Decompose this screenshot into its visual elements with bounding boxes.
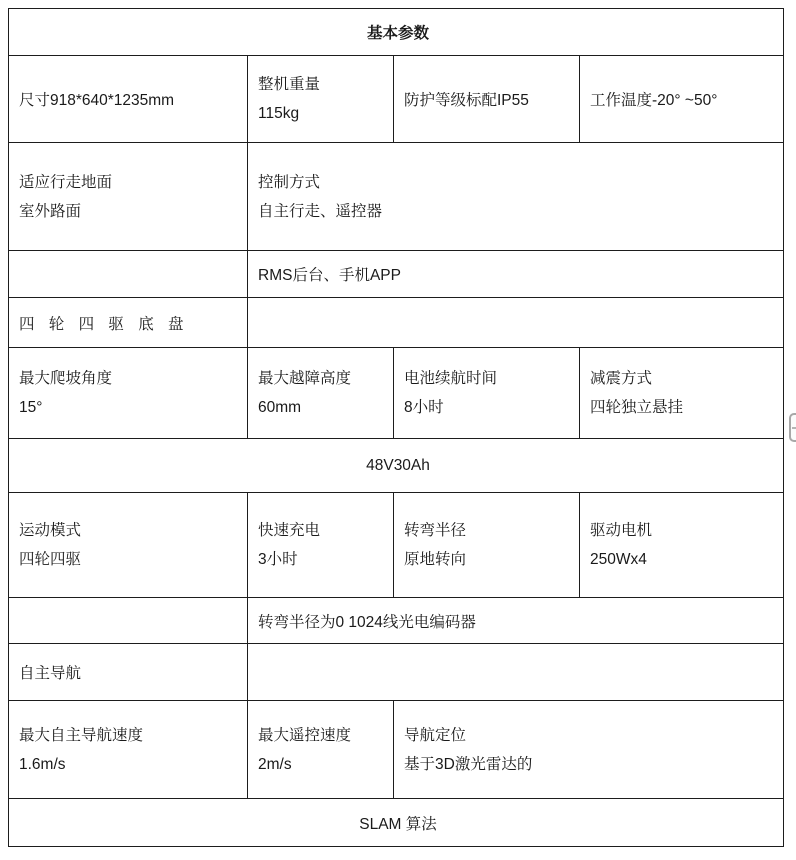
cell-nav-position [394, 701, 784, 799]
battery-life-value: 8小时 [404, 399, 444, 416]
motion-label: 运动模式 [19, 522, 82, 539]
turning-label: 转弯半径 [404, 522, 467, 539]
cell-empty-1 [9, 251, 248, 298]
table-row [9, 493, 784, 598]
cell-terrain [9, 143, 248, 251]
obstacle-value: 60mm [258, 399, 302, 416]
turning-value: 原地转向 [404, 551, 467, 568]
cell-empty-3 [9, 598, 248, 644]
nav-position-value: 基于3D激光雷达的 [404, 755, 533, 773]
cell-motion [9, 493, 248, 598]
table-row [9, 598, 784, 644]
weight-value: 115kg [258, 105, 300, 122]
climb-value: 15° [19, 399, 43, 416]
nav-speed-label: 最大自主导航速度 [19, 726, 144, 744]
cell-charge [248, 493, 394, 598]
damping-label: 减震方式 [590, 370, 653, 387]
table-row [9, 143, 784, 251]
cell-dimensions: 尺寸918*640*1235mm [9, 56, 248, 143]
table-row-header [9, 9, 784, 56]
cell-slam: SLAM 算法 [9, 799, 784, 847]
nav-speed-value: 1.6m/s [19, 755, 66, 773]
table-row [9, 644, 784, 701]
table-row [9, 251, 784, 298]
table-row [9, 701, 784, 799]
cell-damping [580, 348, 784, 439]
cell-temperature: 工作温度-20° ~50° [580, 56, 784, 143]
scroll-handle[interactable] [789, 413, 796, 442]
obstacle-label: 最大越障高度 [258, 370, 352, 387]
control-value: 自主行走、遥控器 [258, 202, 383, 220]
table-row [9, 298, 784, 348]
cell-obstacle [248, 348, 394, 439]
cell-protection: 防护等级标配IP55 [394, 56, 580, 143]
table-row [9, 56, 784, 143]
nav-position-label: 导航定位 [404, 726, 467, 744]
cell-autonav: 自主导航 [9, 644, 248, 701]
remote-speed-label: 最大遥控速度 [258, 726, 352, 744]
cell-backend: RMS后台、手机APP [248, 251, 784, 298]
cell-battery-life [394, 348, 580, 439]
motion-value: 四轮四驱 [19, 551, 82, 568]
weight-label: 整机重量 [258, 76, 321, 93]
control-label: 控制方式 [258, 173, 321, 191]
cell-empty-4 [248, 644, 784, 701]
cell-battery-spec: 48V30Ah [9, 439, 784, 493]
charge-value: 3小时 [258, 551, 298, 568]
battery-life-label: 电池续航时间 [404, 370, 498, 387]
terrain-value: 室外路面 [19, 202, 82, 220]
table-title: 基本参数 [9, 9, 784, 56]
table-row [9, 799, 784, 847]
cell-remote-speed [248, 701, 394, 799]
cell-climb [9, 348, 248, 439]
cell-empty-2 [248, 298, 784, 348]
table-row [9, 439, 784, 493]
motor-label: 驱动电机 [590, 522, 653, 539]
charge-label: 快速充电 [258, 522, 321, 539]
cell-motor [580, 493, 784, 598]
terrain-label: 适应行走地面 [19, 173, 113, 191]
cell-chassis: 四 轮 四 驱 底 盘 [9, 298, 248, 348]
cell-control [248, 143, 784, 251]
spec-table [8, 8, 784, 847]
cell-turning [394, 493, 580, 598]
cell-weight [248, 56, 394, 143]
cell-nav-speed [9, 701, 248, 799]
motor-value: 250Wx4 [590, 551, 647, 568]
climb-label: 最大爬坡角度 [19, 370, 113, 387]
table-row [9, 348, 784, 439]
remote-speed-value: 2m/s [258, 755, 292, 773]
cell-encoder: 转弯半径为0 1024线光电编码器 [248, 598, 784, 644]
damping-value: 四轮独立悬挂 [590, 399, 684, 416]
